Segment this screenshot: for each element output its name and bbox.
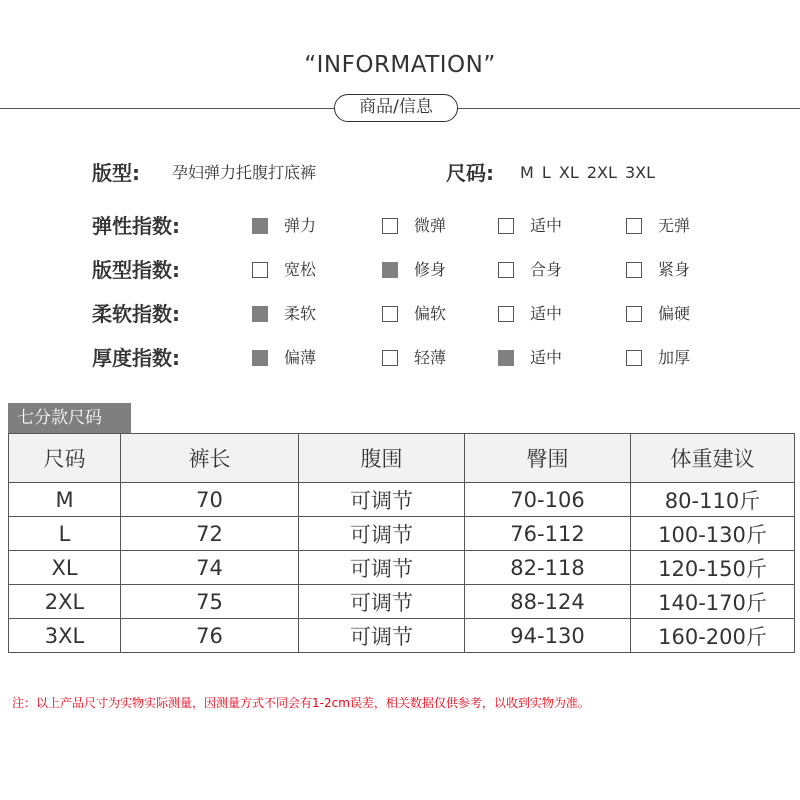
index-option-label: 适中 — [530, 216, 563, 235]
index-label: 柔软指数: — [92, 302, 180, 326]
index-label: 版型指数: — [92, 258, 180, 282]
checked-box-icon — [498, 350, 514, 366]
unchecked-box-icon — [626, 306, 642, 322]
unchecked-box-icon — [382, 218, 398, 234]
table-cell: 70-106 — [465, 483, 631, 517]
product-size-value-wrap — [520, 158, 655, 188]
size-table-header-cell: 体重建议 — [631, 434, 795, 483]
table-row — [9, 585, 795, 619]
size-table-header-cell: 臀围 — [465, 434, 631, 483]
size-table-header-cell: 腹围 — [299, 434, 465, 483]
measurement-note: 注：以上产品尺寸为实物实际测量，因测量方式不同会有1-2cm误差，相关数据仅供参考，以收到实物为准。 — [12, 696, 590, 710]
unchecked-box-icon — [626, 218, 642, 234]
table-row — [9, 483, 795, 517]
index-option-label: 合身 — [530, 260, 563, 279]
checked-box-icon — [252, 350, 268, 366]
table-cell: 可调节 — [299, 585, 465, 619]
table-cell: 82-118 — [465, 551, 631, 585]
index-option-label: 加厚 — [658, 348, 691, 367]
product-type-value: 孕妇弹力托腹打底裤 — [172, 163, 317, 182]
table-cell: L — [9, 517, 121, 551]
index-option-label: 弹力 — [284, 216, 317, 235]
product-type-value-wrap — [172, 158, 316, 188]
unchecked-box-icon — [252, 262, 268, 278]
table-cell: 140-170斤 — [631, 585, 795, 619]
table-cell: XL — [9, 551, 121, 585]
checked-box-icon — [382, 262, 398, 278]
header-divider-right — [458, 108, 800, 109]
table-cell: 76 — [121, 619, 299, 653]
table-cell: 3XL — [9, 619, 121, 653]
unchecked-box-icon — [498, 218, 514, 234]
product-type-row — [92, 158, 140, 188]
table-cell: 80-110斤 — [631, 483, 795, 517]
table-cell: 72 — [121, 517, 299, 551]
index-label: 厚度指数: — [92, 346, 180, 370]
table-cell: 94-130 — [465, 619, 631, 653]
product-size-row — [446, 158, 494, 188]
index-option-label: 偏硬 — [658, 304, 691, 323]
unchecked-box-icon — [382, 306, 398, 322]
table-cell: 可调节 — [299, 517, 465, 551]
size-table-header-row — [9, 434, 795, 483]
unchecked-box-icon — [498, 262, 514, 278]
section-subtitle-pill: 商品/信息 — [334, 94, 458, 122]
table-cell: 100-130斤 — [631, 517, 795, 551]
unchecked-box-icon — [626, 350, 642, 366]
table-cell: 可调节 — [299, 619, 465, 653]
table-cell: 88-124 — [465, 585, 631, 619]
table-cell: 可调节 — [299, 551, 465, 585]
index-option-label: 宽松 — [284, 260, 317, 279]
unchecked-box-icon — [382, 350, 398, 366]
table-row — [9, 551, 795, 585]
product-type-label: 版型: — [92, 161, 140, 185]
table-row — [9, 517, 795, 551]
page-heading: “INFORMATION” — [304, 52, 496, 78]
table-cell: 可调节 — [299, 483, 465, 517]
table-cell: 74 — [121, 551, 299, 585]
index-option-label: 偏薄 — [284, 348, 317, 367]
index-option-label: 无弹 — [658, 216, 691, 235]
table-row — [9, 619, 795, 653]
header-divider-left — [0, 108, 334, 109]
table-cell: 2XL — [9, 585, 121, 619]
table-cell: 76-112 — [465, 517, 631, 551]
table-cell: 75 — [121, 585, 299, 619]
size-table — [8, 433, 795, 653]
table-cell: M — [9, 483, 121, 517]
table-cell: 70 — [121, 483, 299, 517]
index-option-label: 适中 — [530, 348, 563, 367]
index-label: 弹性指数: — [92, 214, 180, 238]
index-option-label: 柔软 — [284, 304, 317, 323]
index-option-label: 微弹 — [414, 216, 447, 235]
unchecked-box-icon — [498, 306, 514, 322]
index-option-label: 修身 — [414, 260, 447, 279]
unchecked-box-icon — [626, 262, 642, 278]
table-cell: 120-150斤 — [631, 551, 795, 585]
size-table-header-cell: 尺码 — [9, 434, 121, 483]
table-cell: 160-200斤 — [631, 619, 795, 653]
index-option-label: 偏软 — [414, 304, 447, 323]
index-option-label: 轻薄 — [414, 348, 447, 367]
size-table-header-cell: 裤长 — [121, 434, 299, 483]
index-option-label: 适中 — [530, 304, 563, 323]
size-table-tag: 七分款尺码 — [8, 403, 131, 433]
product-size-values: M L XL 2XL 3XL — [520, 163, 656, 182]
index-option-label: 紧身 — [658, 260, 691, 279]
product-size-label: 尺码: — [446, 161, 494, 185]
checked-box-icon — [252, 306, 268, 322]
checked-box-icon — [252, 218, 268, 234]
